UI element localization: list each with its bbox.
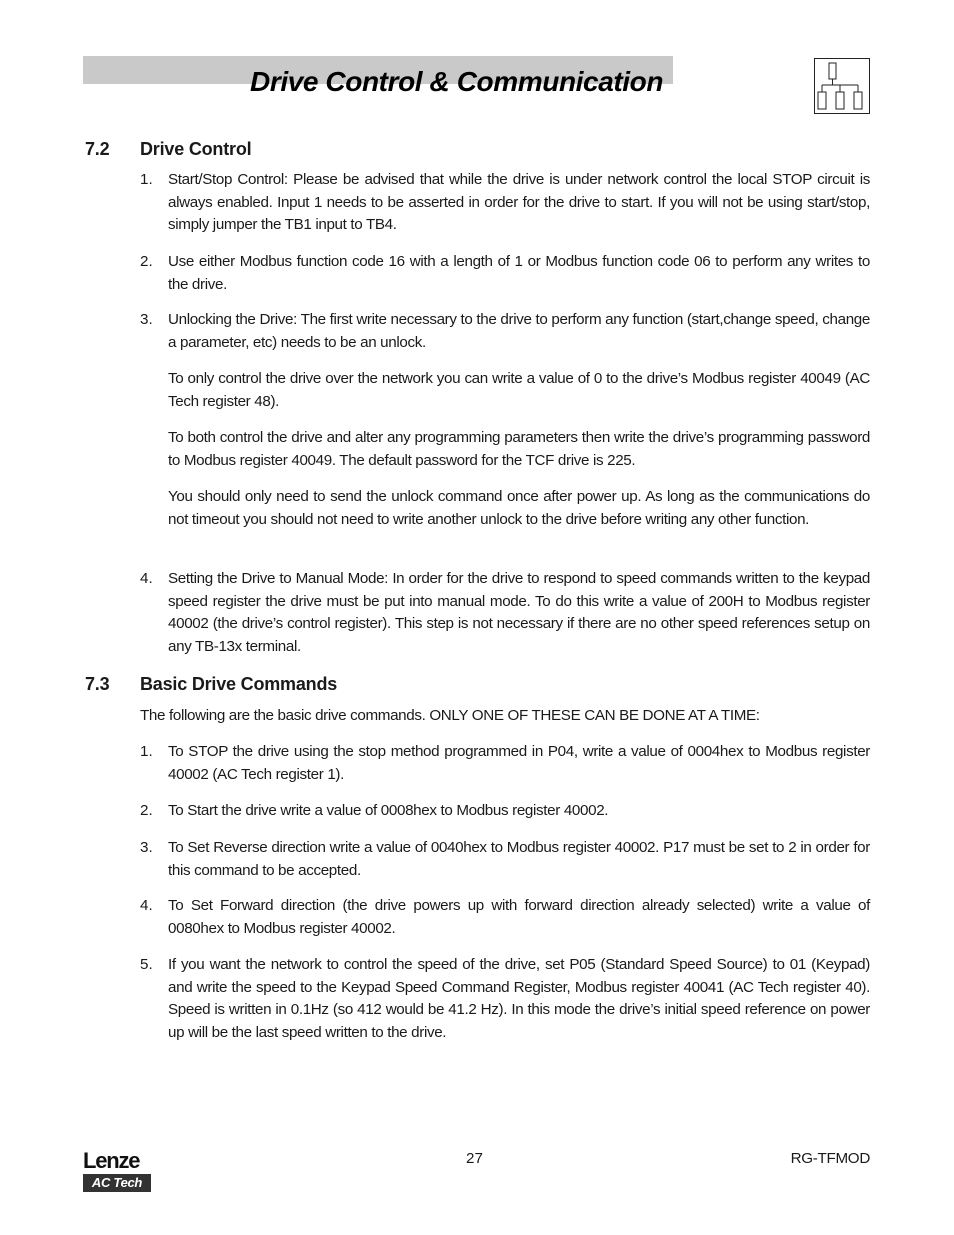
list-item-paragraph: To both control the drive and alter any programming parameters then write the drive’s programming password to Modbus register 40049. The default password for the TCF drive is 225. bbox=[168, 429, 870, 469]
lenze-logo bbox=[83, 1150, 151, 1192]
list-item-text: To STOP the drive using the stop method programmed in P04, write a value of 0004hex to Modbus register 40002 (AC Tech register 1). bbox=[168, 743, 870, 783]
list-number: 3. bbox=[140, 839, 153, 856]
list-item-text: If you want the network to control the speed of the drive, set P05 (Standard Speed Source) to 01 (Keypad) and write the speed to the Keypad Speed Command Register, Modbus register 40041 (AC Tech register 40). Speed is written in 0.1Hz (so 412 would be 41.2 Hz). In this mode the drive’s initial speed reference on power up will be the last speed written to the drive. bbox=[168, 956, 870, 1041]
list-item-text: Start/Stop Control: Please be advised that while the drive is under network control the local STOP circuit is always enabled. Input 1 needs to be asserted in order for the drive to start. If you will not be using start/stop, simply jumper the TB1 input to TB4. bbox=[168, 171, 870, 233]
list-number: 5. bbox=[140, 956, 153, 973]
list-number: 4. bbox=[140, 897, 153, 914]
list-item-paragraph: To only control the drive over the network you can write a value of 0 to the drive’s Modbus register 40049 (AC Tech register 48). bbox=[168, 370, 870, 410]
section-heading-7-2 bbox=[85, 139, 251, 160]
section-heading-7-3 bbox=[85, 674, 337, 695]
network-icon bbox=[814, 58, 870, 114]
list-number: 2. bbox=[140, 802, 153, 819]
page-number: 27 bbox=[466, 1150, 483, 1167]
section-number: 7.2 bbox=[85, 139, 110, 159]
logo-subbrand: AC Tech bbox=[83, 1174, 151, 1192]
list-item-text: To Set Forward direction (the drive powers up with forward direction already selected) write a value of 0080hex to Modbus register 40002. bbox=[168, 897, 870, 937]
section-intro: The following are the basic drive commands. ONLY ONE OF THESE CAN BE DONE AT A TIME: bbox=[140, 707, 760, 724]
list-number: 1. bbox=[140, 171, 153, 188]
logo-wordmark: Lenze bbox=[83, 1148, 140, 1173]
list-item-paragraph: You should only need to send the unlock command once after power up. As long as the communications do not timeout you should not need to write another unlock to the drive before writing any other function. bbox=[168, 488, 870, 528]
list-item-text: To Start the drive write a value of 0008hex to Modbus register 40002. bbox=[168, 802, 609, 819]
section-title: Drive Control bbox=[140, 139, 252, 159]
document-code: RG-TFMOD bbox=[790, 1150, 870, 1167]
section-title: Basic Drive Commands bbox=[140, 674, 338, 694]
list-item-text: To Set Reverse direction write a value of 0040hex to Modbus register 40002. P17 must be set to 2 in order for this command to be accepted. bbox=[168, 839, 870, 879]
list-number: 2. bbox=[140, 253, 153, 270]
page-title: Drive Control & Communication bbox=[250, 66, 664, 97]
list-item-text: Unlocking the Drive: The first write necessary to the drive to perform any function (start,change speed, change a parameter, etc) needs to be an unlock. bbox=[168, 311, 870, 351]
list-number: 4. bbox=[140, 570, 153, 587]
list-item-text: Setting the Drive to Manual Mode: In order for the drive to respond to speed commands written to the keypad speed register the drive must be put into manual mode. To do this write a value of 200H to Modbus register 40002 (the drive’s control register). This step is not necessary if there are no other speed references setup on any TB-13x terminal. bbox=[168, 570, 870, 655]
list-item-text: Use either Modbus function code 16 with a length of 1 or Modbus function code 06 to perform any writes to the drive. bbox=[168, 253, 870, 293]
section-number: 7.3 bbox=[85, 674, 110, 694]
list-number: 1. bbox=[140, 743, 153, 760]
list-number: 3. bbox=[140, 311, 153, 328]
